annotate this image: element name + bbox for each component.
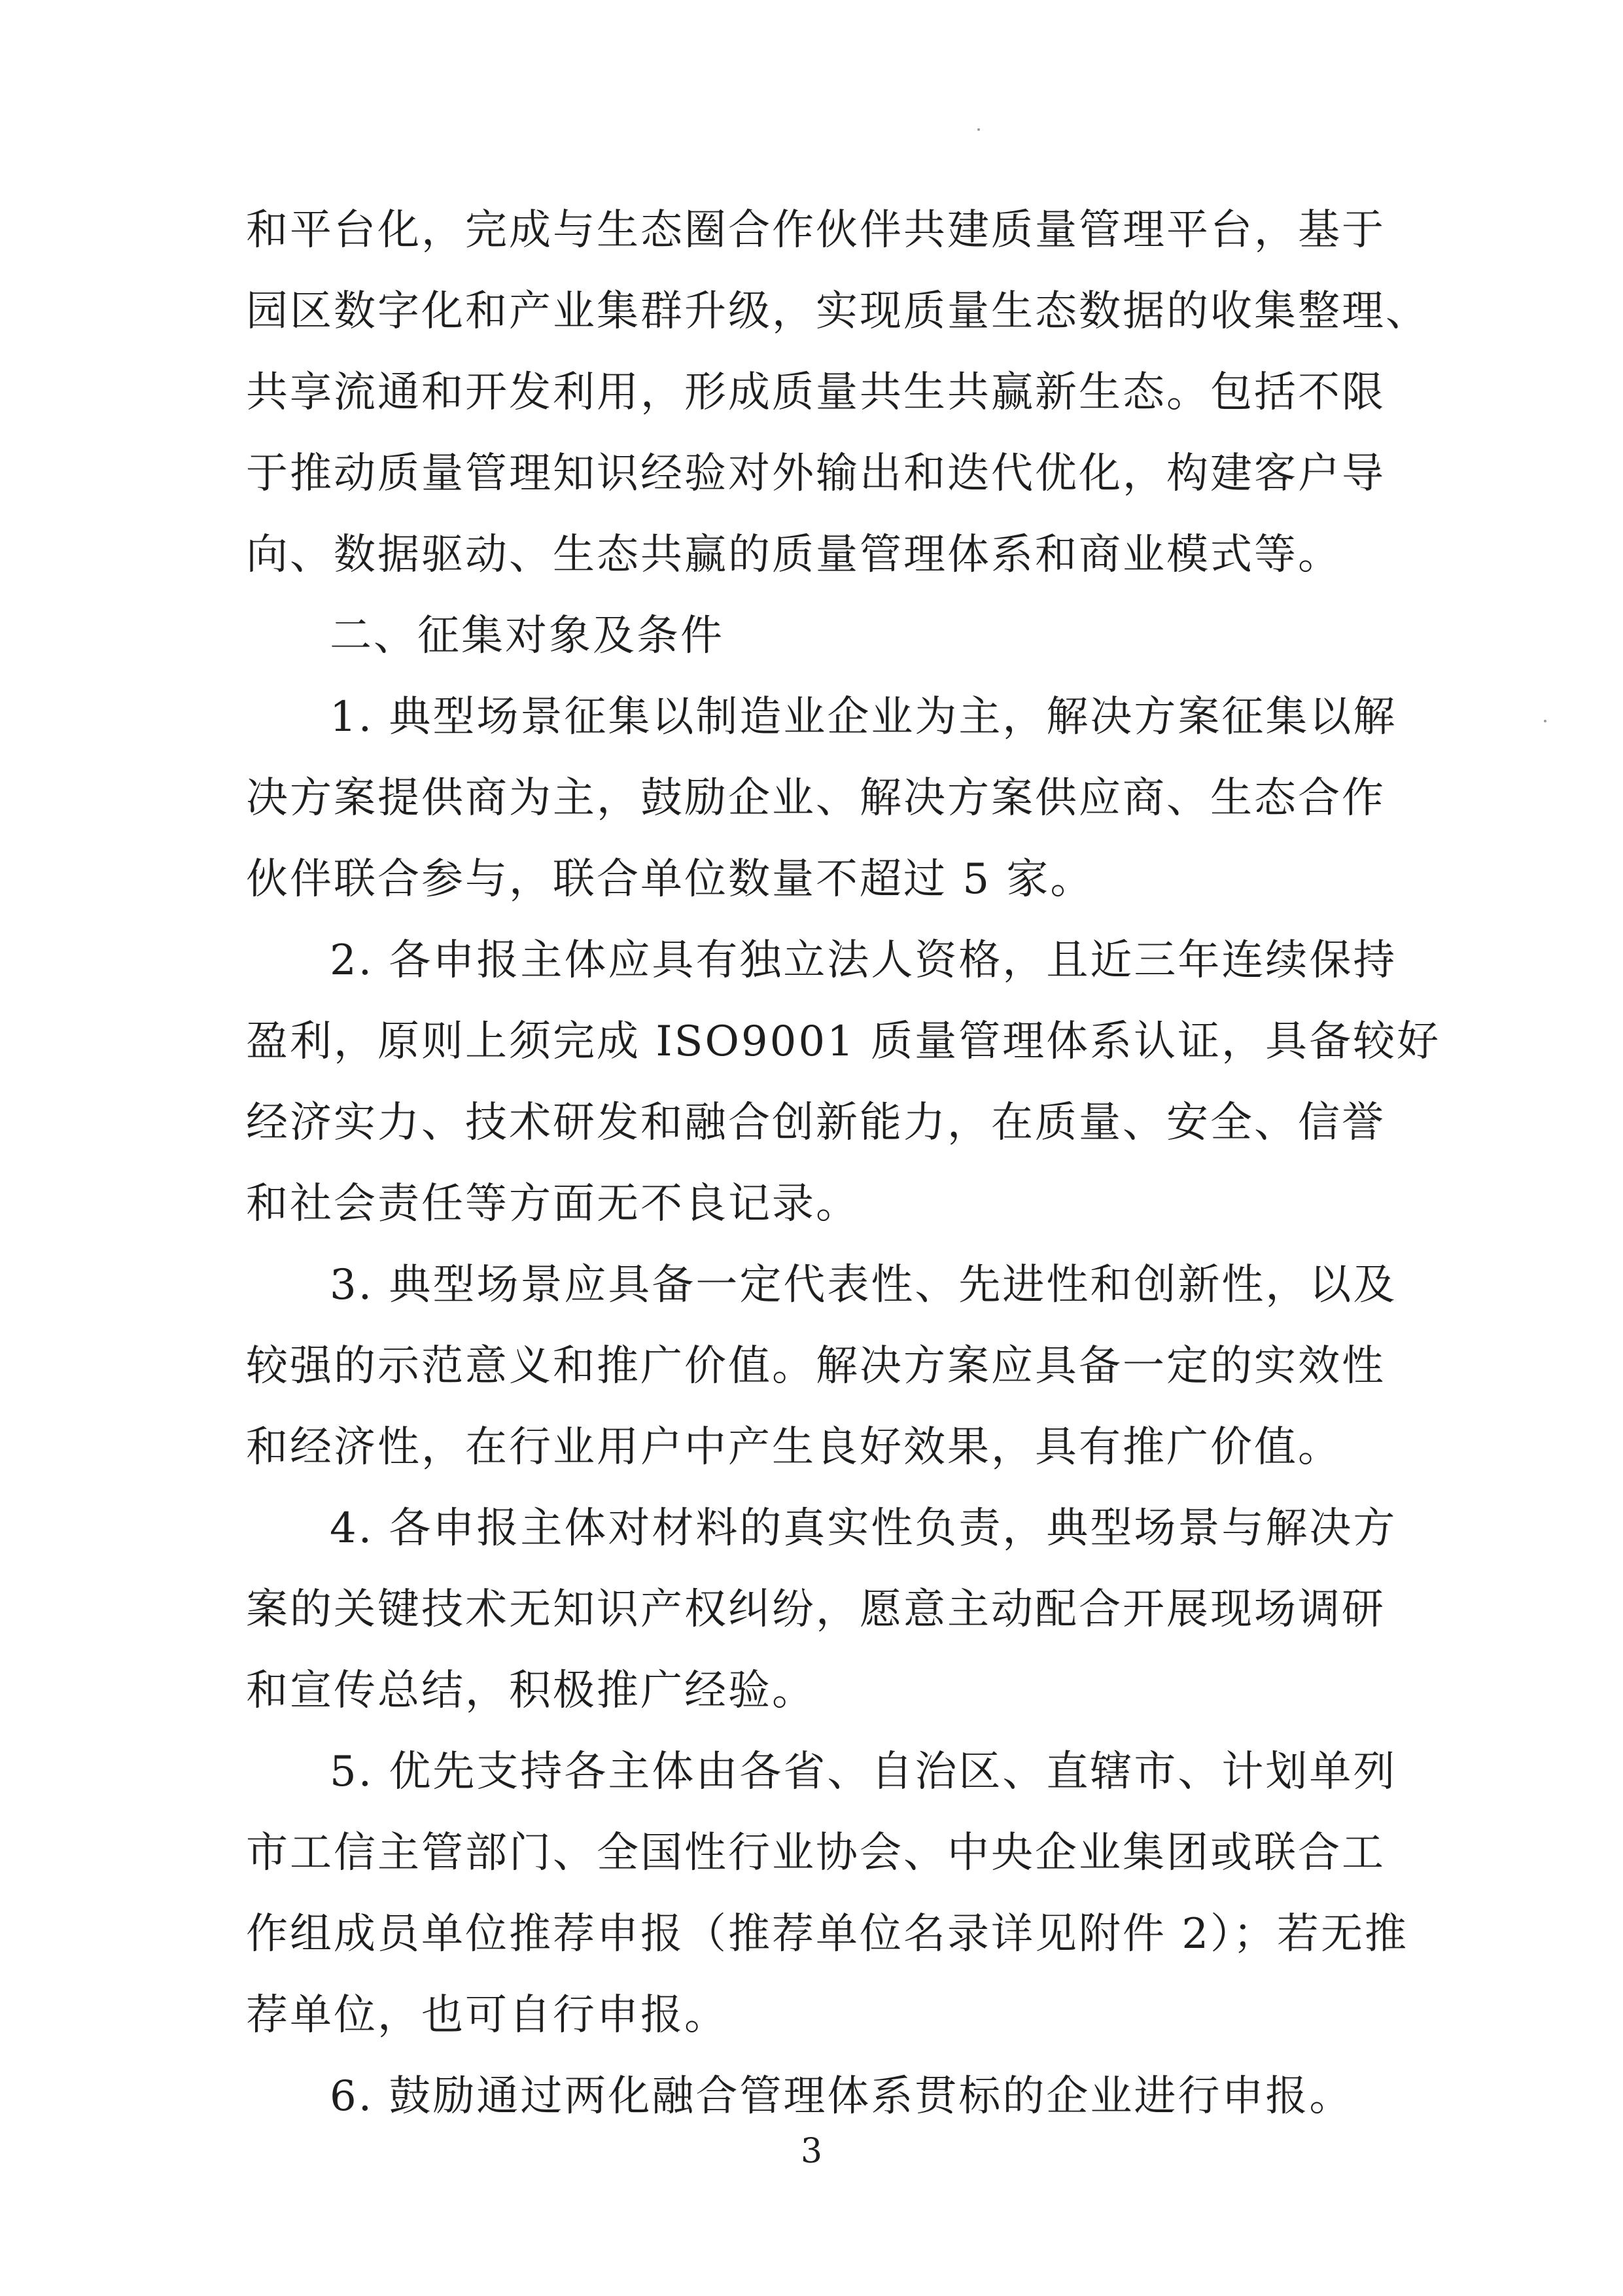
list-item-3 [246, 1245, 1397, 1488]
paragraph-line: 经济实力、技术研发和融合创新能力，在质量、安全、信誉 [246, 1099, 1386, 1147]
paragraph-line: 市工信主管部门、全国性行业协会、中央企业集团或联合工 [246, 1829, 1386, 1877]
paragraph-line: 和宣传总结，积极推广经验。 [246, 1667, 816, 1715]
intro-paragraph [246, 190, 1429, 595]
paragraph-line: 和经济性，在行业用户中产生良好效果，具有推广价值。 [246, 1423, 1342, 1472]
paragraph-line: 决方案提供商为主，鼓励企业、解决方案供应商、生态合作 [246, 774, 1386, 822]
list-item-6 [246, 2056, 1384, 2137]
paragraph-line: 共享流通和开发利用，形成质量共生共赢新生态。包括不限 [246, 368, 1386, 417]
paragraph-line: 伙伴联合参与，联合单位数量不超过 5 家。 [246, 855, 1094, 904]
list-item-1 [246, 677, 1397, 920]
paragraph-line: 6. 鼓励通过两化融合管理体系贯标的企业进行申报。 [330, 2072, 1353, 2121]
scan-speck [1544, 720, 1546, 722]
paragraph-line: 2. 各申报主体应具有独立法人资格，且近三年连续保持 [330, 936, 1397, 985]
paragraph-line: 盈利，原则上须完成 ISO9001 质量管理体系认证，具备较好 [246, 1017, 1441, 1066]
paragraph-line: 和平台化，完成与生态圈合作伙伴共建质量管理平台，基于 [246, 206, 1386, 255]
paragraph-line: 3. 典型场景应具备一定代表性、先进性和创新性，以及 [330, 1261, 1397, 1309]
paragraph-line: 案的关键技术无知识产权纠纷，愿意主动配合开展现场调研 [246, 1585, 1386, 1634]
list-item-4 [246, 1488, 1397, 1731]
paragraph-line: 作组成员单位推荐申报（推荐单位名录详见附件 2）；若无推 [246, 1910, 1409, 1958]
list-item-2 [246, 920, 1441, 1245]
paragraph-line: 向、数据驱动、生态共赢的质量管理体系和商业模式等。 [246, 531, 1342, 579]
document-body [246, 190, 1441, 2137]
paragraph-line: 较强的示范意义和推广价值。解决方案应具备一定的实效性 [246, 1342, 1386, 1390]
page-number: 3 [800, 2132, 823, 2171]
section-heading: 二、征集对象及条件 [330, 612, 724, 660]
list-item-5 [246, 1731, 1409, 2056]
paragraph-line: 荐单位，也可自行申报。 [246, 1991, 728, 2040]
scan-speck [977, 128, 980, 131]
paragraph-line: 于推动质量管理知识经验对外输出和迭代优化，构建客户导 [246, 450, 1386, 498]
paragraph-line: 5. 优先支持各主体由各省、自治区、直辖市、计划单列 [330, 1748, 1397, 1796]
paragraph-line: 4. 各申报主体对材料的真实性负责，典型场景与解决方 [330, 1504, 1397, 1553]
paragraph-line: 1. 典型场景征集以制造业企业为主，解决方案征集以解 [330, 693, 1397, 741]
paragraph-line: 和社会责任等方面无不良记录。 [246, 1180, 860, 1228]
paragraph-line: 园区数字化和产业集群升级，实现质量生态数据的收集整理、 [246, 287, 1429, 336]
